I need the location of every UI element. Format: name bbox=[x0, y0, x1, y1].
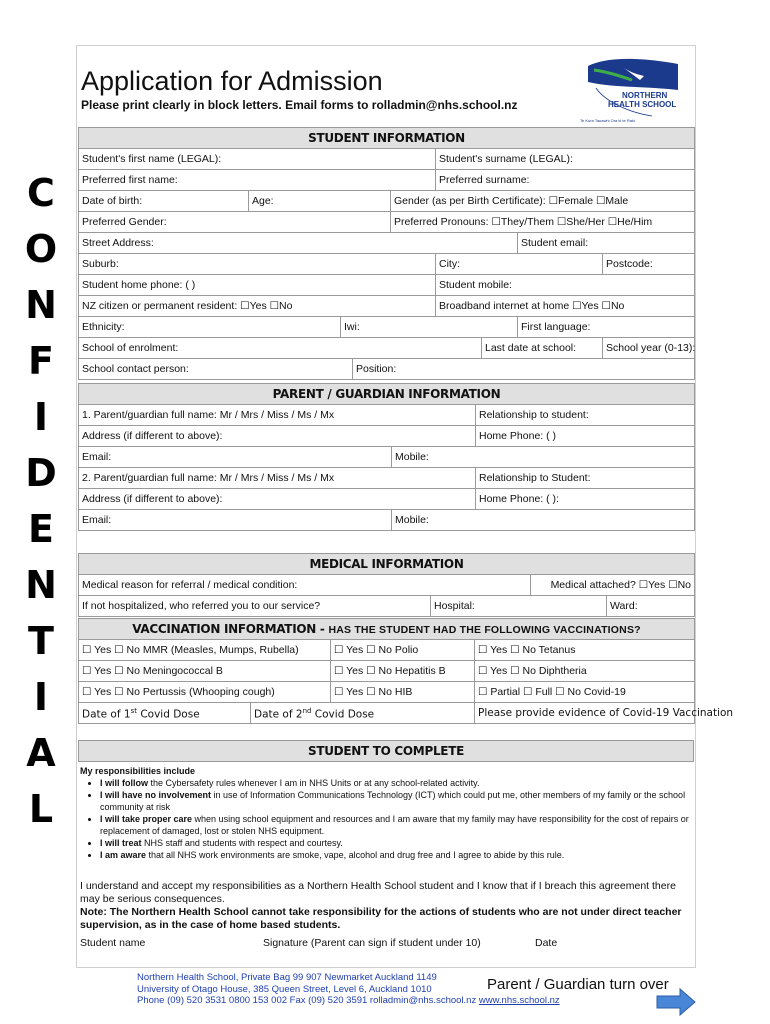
covid-evidence-note: Please provide evidence of Covid-19 Vaccination bbox=[475, 703, 695, 724]
position-field[interactable]: Position: bbox=[353, 359, 695, 380]
vaccination-table bbox=[78, 618, 734, 724]
first-language-field[interactable]: First language: bbox=[518, 317, 695, 338]
responsibilities-title: My responsibilities include bbox=[80, 766, 196, 776]
preferred-first-name-field[interactable]: Preferred first name: bbox=[79, 170, 436, 191]
pertussis-checkbox-row[interactable]: ☐ Yes ☐ No Pertussis (Whooping cough) bbox=[79, 682, 331, 703]
page-title: Application for Admission bbox=[81, 66, 383, 96]
medical-info-table bbox=[78, 553, 695, 617]
tetanus-checkbox-row[interactable]: ☐ Yes ☐ No Tetanus bbox=[475, 640, 695, 661]
dose2-label-end: Covid Dose bbox=[311, 708, 375, 721]
surname-field[interactable]: Student's surname (LEGAL): bbox=[436, 149, 695, 170]
watermark-letter: L bbox=[28, 787, 54, 831]
parent2-relationship-field[interactable]: Relationship to Student: bbox=[476, 468, 695, 489]
iwi-field[interactable]: Iwi: bbox=[341, 317, 518, 338]
parent1-relationship-field[interactable]: Relationship to student: bbox=[476, 405, 695, 426]
mmr-checkbox-row[interactable]: ☐ Yes ☐ No MMR (Measles, Mumps, Rubella) bbox=[79, 640, 331, 661]
referrer-field[interactable]: If not hospitalized, who referred you to our service? bbox=[79, 596, 431, 617]
parent2-mobile-field[interactable]: Mobile: bbox=[392, 510, 695, 531]
footer-line-2: University of Otago House, 385 Queen Street, Level 6, Auckland 1010 bbox=[137, 983, 432, 995]
watermark-letter: C bbox=[27, 171, 55, 215]
parent2-email-field[interactable]: Email: bbox=[79, 510, 392, 531]
watermark-letter: O bbox=[24, 227, 58, 271]
first-name-field[interactable]: Student's first name (LEGAL): bbox=[79, 149, 436, 170]
covid-dose2-field[interactable] bbox=[251, 703, 475, 724]
dose2-label: Date of 2 bbox=[254, 708, 303, 721]
responsibilities-section bbox=[80, 765, 690, 861]
signature-label[interactable]: Signature (Parent can sign if student under 10) bbox=[263, 937, 481, 949]
nz-citizen-field[interactable]: NZ citizen or permanent resident: ☐Yes ☐No bbox=[79, 296, 436, 317]
vaccination-title: VACCINATION INFORMATION - bbox=[132, 622, 329, 636]
student-complete-header: STUDENT TO COMPLETE bbox=[79, 741, 694, 762]
dose2-sup: nd bbox=[302, 706, 312, 715]
preferred-gender-field[interactable]: Preferred Gender: bbox=[79, 212, 391, 233]
dose1-label-end: Covid Dose bbox=[136, 708, 200, 721]
watermark-letter: E bbox=[28, 507, 54, 551]
student-info-table bbox=[78, 127, 695, 380]
gender-field[interactable]: Gender (as per Birth Certificate): ☐Female ☐Male bbox=[391, 191, 695, 212]
street-address-field[interactable]: Street Address: bbox=[79, 233, 518, 254]
responsibilities-list bbox=[96, 777, 690, 861]
watermark-letter: N bbox=[25, 283, 57, 327]
parent1-mobile-field[interactable]: Mobile: bbox=[392, 447, 695, 468]
covid-checkbox-row[interactable]: ☐ Partial ☐ Full ☐ No Covid-19 bbox=[475, 682, 695, 703]
item-bold: I will have no involvement bbox=[100, 790, 212, 800]
ethnicity-field[interactable]: Ethnicity: bbox=[79, 317, 341, 338]
agreement-text bbox=[80, 880, 692, 932]
medical-info-header: MEDICAL INFORMATION bbox=[79, 554, 695, 575]
footer-phone: Phone (09) 520 3531 0800 153 002 Fax (09) 520 3591 rolladmin@nhs.school.nz bbox=[137, 995, 479, 1006]
date-label[interactable]: Date bbox=[535, 937, 558, 949]
parent1-home-phone-field[interactable]: Home Phone: ( ) bbox=[476, 426, 695, 447]
parent1-address-field[interactable]: Address (if different to above): bbox=[79, 426, 476, 447]
covid-dose1-field[interactable] bbox=[79, 703, 251, 724]
vaccination-question: HAS THE STUDENT HAD THE FOLLOWING VACCINATIONS? bbox=[328, 624, 641, 636]
arrow-right-icon bbox=[656, 988, 696, 1016]
logo-line-1: NORTHERN bbox=[622, 91, 668, 100]
student-mobile-field[interactable]: Student mobile: bbox=[436, 275, 695, 296]
vaccination-header bbox=[79, 619, 695, 640]
city-field[interactable]: City: bbox=[436, 254, 603, 275]
postcode-field[interactable]: Postcode: bbox=[603, 254, 695, 275]
item-text: the Cybersafety rules whenever I am in NHS Units or at any school-related activity. bbox=[148, 778, 480, 788]
age-field[interactable]: Age: bbox=[249, 191, 391, 212]
dose1-sup: st bbox=[130, 706, 137, 715]
list-item bbox=[100, 789, 690, 813]
parent-info-table bbox=[78, 383, 695, 531]
school-of-enrolment-field[interactable]: School of enrolment: bbox=[79, 338, 482, 359]
preferred-surname-field[interactable]: Preferred surname: bbox=[436, 170, 695, 191]
student-name-label[interactable]: Student name bbox=[80, 937, 146, 949]
school-logo bbox=[574, 52, 684, 126]
turn-over-label: Parent / Guardian turn over bbox=[487, 976, 669, 993]
logo-line-2: HEALTH SCHOOL bbox=[608, 100, 677, 109]
list-item bbox=[100, 837, 690, 849]
medical-reason-field[interactable]: Medical reason for referral / medical condition: bbox=[79, 575, 531, 596]
school-contact-field[interactable]: School contact person: bbox=[79, 359, 353, 380]
hib-checkbox-row[interactable]: ☐ Yes ☐ No HIB bbox=[331, 682, 475, 703]
agreement-statement: I understand and accept my responsibilities as a Northern Health School student and I know that if I breach this agreement there may be serious consequences. bbox=[80, 880, 676, 905]
dose1-label: Date of 1 bbox=[82, 708, 131, 721]
watermark-letter: I bbox=[33, 675, 49, 719]
watermark-letter: T bbox=[28, 619, 54, 663]
confidential-watermark bbox=[16, 165, 66, 837]
student-info-header: STUDENT INFORMATION bbox=[79, 128, 695, 149]
student-complete-table bbox=[78, 740, 694, 762]
item-bold: I will take proper care bbox=[100, 814, 193, 824]
parent1-email-field[interactable]: Email: bbox=[79, 447, 392, 468]
parent2-home-phone-field[interactable]: Home Phone: ( ): bbox=[476, 489, 695, 510]
hospital-field[interactable]: Hospital: bbox=[431, 596, 607, 617]
item-text: that all NHS work environments are smoke, vape, alcohol and drug free and I agree to abide by this rule. bbox=[146, 850, 565, 860]
list-item bbox=[100, 849, 690, 861]
watermark-letter: I bbox=[33, 395, 49, 439]
item-text: when using school equipment and resources and I am aware that my family may have responsibility for the cost of repairs or replacement of damaged, lost or stolen NHS equipment. bbox=[100, 814, 689, 836]
footer-line-1: Northern Health School, Private Bag 99 907 Newmarket Auckland 1149 bbox=[137, 972, 437, 983]
watermark-letter: F bbox=[28, 339, 54, 383]
list-item bbox=[100, 777, 690, 789]
page-subtitle: Please print clearly in block letters. Email forms to rolladmin@nhs.school.nz bbox=[81, 98, 518, 112]
last-date-field[interactable]: Last date at school: bbox=[482, 338, 603, 359]
broadband-field[interactable]: Broadband internet at home ☐Yes ☐No bbox=[436, 296, 695, 317]
pronouns-field[interactable]: Preferred Pronouns: ☐They/Them ☐She/Her ☐He/Him bbox=[391, 212, 695, 233]
hepatitis-checkbox-row[interactable]: ☐ Yes ☐ No Hepatitis B bbox=[331, 661, 475, 682]
medical-attached-field[interactable]: Medical attached? ☐Yes ☐No bbox=[531, 575, 695, 596]
footer-line-3 bbox=[137, 995, 560, 1007]
parent2-address-field[interactable]: Address (if different to above): bbox=[79, 489, 476, 510]
item-bold: I will follow bbox=[100, 778, 148, 788]
item-text: NHS staff and students with respect and courtesy. bbox=[141, 838, 343, 848]
diphtheria-checkbox-row[interactable]: ☐ Yes ☐ No Diphtheria bbox=[475, 661, 695, 682]
student-email-field[interactable]: Student email: bbox=[518, 233, 695, 254]
parent2-name-field[interactable]: 2. Parent/guardian full name: Mr / Mrs / Miss / Ms / Mx bbox=[79, 468, 476, 489]
dob-field[interactable]: Date of birth: bbox=[79, 191, 249, 212]
suburb-field[interactable]: Suburb: bbox=[79, 254, 436, 275]
ward-field[interactable]: Ward: bbox=[607, 596, 695, 617]
item-bold: I will treat bbox=[100, 838, 142, 848]
polio-checkbox-row[interactable]: ☐ Yes ☐ No Polio bbox=[331, 640, 475, 661]
home-phone-field[interactable]: Student home phone: ( ) bbox=[79, 275, 436, 296]
item-bold: I am aware bbox=[100, 850, 147, 860]
website-link[interactable]: www.nhs.school.nz bbox=[478, 995, 560, 1006]
list-item bbox=[100, 813, 690, 837]
logo-motto: Te Kura Tauawhi Ora ki te Raki bbox=[580, 118, 635, 123]
watermark-letter: D bbox=[25, 451, 57, 495]
watermark-letter: N bbox=[25, 563, 57, 607]
watermark-letter: A bbox=[26, 731, 56, 775]
supervision-note: Note: The Northern Health School cannot take responsibility for the actions of students who are not under direct teacher supervision, as in the case of home based students. bbox=[80, 906, 682, 931]
parent-info-header: PARENT / GUARDIAN INFORMATION bbox=[79, 384, 695, 405]
item-text: in use of Information Communications Technology (ICT) which could put me, other members of my family or the school community at risk bbox=[100, 790, 686, 812]
parent1-name-field[interactable]: 1. Parent/guardian full name: Mr / Mrs / Miss / Ms / Mx bbox=[79, 405, 476, 426]
meningococcal-checkbox-row[interactable]: ☐ Yes ☐ No Meningococcal B bbox=[79, 661, 331, 682]
school-year-field[interactable]: School year (0-13): bbox=[603, 338, 695, 359]
